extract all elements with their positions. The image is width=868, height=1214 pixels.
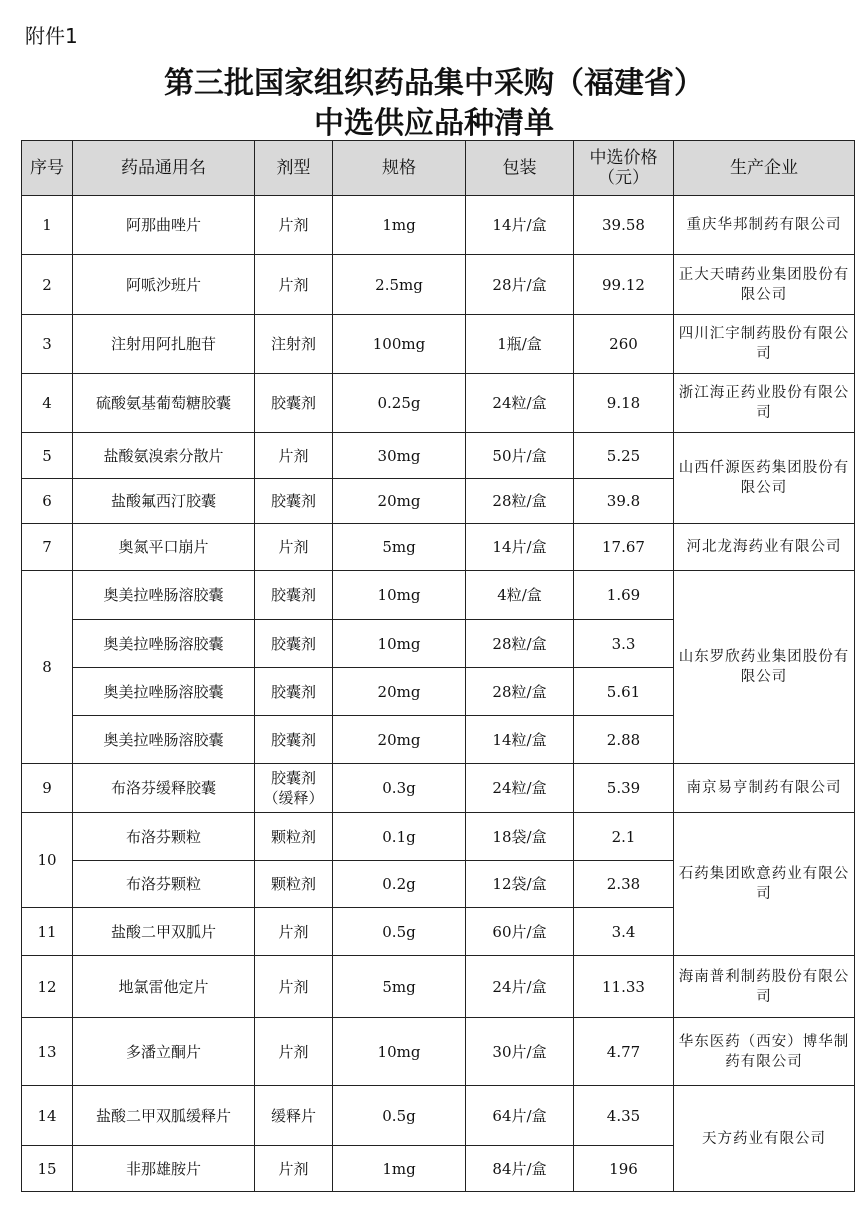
cell-name: 奥美拉唑肠溶胶囊 [73, 620, 255, 668]
cell-price: 99.12 [574, 255, 674, 315]
cell-spec: 30mg [333, 433, 466, 479]
cell-form: 片剂 [255, 255, 333, 315]
cell-price: 196 [574, 1146, 674, 1192]
cell-pack: 60片/盒 [466, 908, 574, 956]
cell-price: 39.8 [574, 479, 674, 524]
cell-price: 5.61 [574, 668, 674, 716]
cell-maker: 浙江海正药业股份有限公司 [674, 374, 855, 433]
cell-spec: 1mg [333, 1146, 466, 1192]
cell-price: 2.1 [574, 813, 674, 861]
cell-pack: 28粒/盒 [466, 668, 574, 716]
cell-maker: 四川汇宇制药股份有限公司 [674, 315, 855, 374]
cell-pack: 18袋/盒 [466, 813, 574, 861]
cell-spec: 5mg [333, 956, 466, 1018]
cell-name: 阿哌沙班片 [73, 255, 255, 315]
cell-form: 片剂 [255, 1146, 333, 1192]
cell-name: 硫酸氨基葡萄糖胶囊 [73, 374, 255, 433]
cell-pack: 14片/盒 [466, 196, 574, 255]
cell-maker: 海南普利制药股份有限公司 [674, 956, 855, 1018]
cell-no: 5 [22, 433, 73, 479]
cell-price: 9.18 [574, 374, 674, 433]
cell-pack: 84片/盒 [466, 1146, 574, 1192]
cell-name: 注射用阿扎胞苷 [73, 315, 255, 374]
table-row [22, 374, 855, 433]
cell-spec: 0.5g [333, 908, 466, 956]
cell-spec: 0.2g [333, 861, 466, 908]
cell-form: 缓释片 [255, 1086, 333, 1146]
cell-form: 胶囊剂 [255, 716, 333, 764]
cell-price: 3.3 [574, 620, 674, 668]
header-cell: 药品通用名 [73, 141, 255, 196]
cell-no: 6 [22, 479, 73, 524]
cell-name: 非那雄胺片 [73, 1146, 255, 1192]
cell-pack: 14片/盒 [466, 524, 574, 571]
cell-no: 14 [22, 1086, 73, 1146]
cell-form: 颗粒剂 [255, 813, 333, 861]
cell-name: 盐酸二甲双胍片 [73, 908, 255, 956]
header-cell: 剂型 [255, 141, 333, 196]
cell-spec: 0.1g [333, 813, 466, 861]
table-row [22, 315, 855, 374]
cell-price: 11.33 [574, 956, 674, 1018]
cell-no: 8 [22, 571, 73, 764]
cell-price: 5.39 [574, 764, 674, 813]
cell-pack: 64片/盒 [466, 1086, 574, 1146]
table-row [22, 1086, 855, 1146]
cell-no: 12 [22, 956, 73, 1018]
cell-name: 奥美拉唑肠溶胶囊 [73, 571, 255, 620]
cell-maker: 山东罗欣药业集团股份有限公司 [674, 571, 855, 764]
cell-form: 片剂 [255, 196, 333, 255]
cell-spec: 0.25g [333, 374, 466, 433]
cell-price: 3.4 [574, 908, 674, 956]
cell-price: 39.58 [574, 196, 674, 255]
cell-form: 胶囊剂（缓释） [255, 764, 333, 813]
cell-no: 7 [22, 524, 73, 571]
cell-no: 3 [22, 315, 73, 374]
cell-pack: 28粒/盒 [466, 620, 574, 668]
header-cell: 规格 [333, 141, 466, 196]
cell-name: 盐酸氟西汀胶囊 [73, 479, 255, 524]
cell-spec: 20mg [333, 668, 466, 716]
table-row [22, 255, 855, 315]
cell-spec: 100mg [333, 315, 466, 374]
cell-no: 1 [22, 196, 73, 255]
cell-pack: 1瓶/盒 [466, 315, 574, 374]
cell-name: 阿那曲唑片 [73, 196, 255, 255]
cell-pack: 28粒/盒 [466, 479, 574, 524]
cell-price: 1.69 [574, 571, 674, 620]
cell-spec: 5mg [333, 524, 466, 571]
cell-pack: 14粒/盒 [466, 716, 574, 764]
table-row [22, 571, 855, 620]
header-cell: 生产企业 [674, 141, 855, 196]
cell-spec: 10mg [333, 620, 466, 668]
table-row [22, 196, 855, 255]
cell-form: 颗粒剂 [255, 861, 333, 908]
cell-name: 奥氮平口崩片 [73, 524, 255, 571]
cell-spec: 10mg [333, 571, 466, 620]
cell-pack: 4粒/盒 [466, 571, 574, 620]
cell-pack: 30片/盒 [466, 1018, 574, 1086]
cell-price: 4.77 [574, 1018, 674, 1086]
cell-form: 胶囊剂 [255, 668, 333, 716]
cell-form: 胶囊剂 [255, 374, 333, 433]
cell-maker: 重庆华邦制药有限公司 [674, 196, 855, 255]
cell-price: 2.38 [574, 861, 674, 908]
cell-name: 盐酸二甲双胍缓释片 [73, 1086, 255, 1146]
cell-pack: 24片/盒 [466, 956, 574, 1018]
table-row [22, 524, 855, 571]
attachment-label: 附件1 [25, 24, 78, 48]
cell-pack: 50片/盒 [466, 433, 574, 479]
cell-spec: 0.5g [333, 1086, 466, 1146]
table-row [22, 764, 855, 813]
cell-pack: 24粒/盒 [466, 374, 574, 433]
cell-form: 胶囊剂 [255, 571, 333, 620]
cell-no: 11 [22, 908, 73, 956]
cell-price: 2.88 [574, 716, 674, 764]
header-cell: 包装 [466, 141, 574, 196]
cell-maker: 正大天晴药业集团股份有限公司 [674, 255, 855, 315]
cell-form: 注射剂 [255, 315, 333, 374]
cell-form: 片剂 [255, 524, 333, 571]
cell-spec: 10mg [333, 1018, 466, 1086]
cell-no: 4 [22, 374, 73, 433]
cell-maker: 华东医药（西安）博华制药有限公司 [674, 1018, 855, 1086]
header-cell: 序号 [22, 141, 73, 196]
cell-price: 17.67 [574, 524, 674, 571]
cell-name: 地氯雷他定片 [73, 956, 255, 1018]
table-row [22, 956, 855, 1018]
cell-price: 5.25 [574, 433, 674, 479]
cell-maker: 石药集团欧意药业有限公司 [674, 813, 855, 956]
cell-maker: 天方药业有限公司 [674, 1086, 855, 1192]
cell-no: 2 [22, 255, 73, 315]
table-row [22, 433, 855, 479]
cell-pack: 12袋/盒 [466, 861, 574, 908]
cell-spec: 20mg [333, 716, 466, 764]
cell-spec: 0.3g [333, 764, 466, 813]
cell-name: 盐酸氨溴索分散片 [73, 433, 255, 479]
cell-no: 13 [22, 1018, 73, 1086]
cell-form: 片剂 [255, 1018, 333, 1086]
cell-pack: 28片/盒 [466, 255, 574, 315]
cell-maker: 河北龙海药业有限公司 [674, 524, 855, 571]
cell-spec: 2.5mg [333, 255, 466, 315]
cell-pack: 24粒/盒 [466, 764, 574, 813]
cell-form: 片剂 [255, 433, 333, 479]
page-subtitle: 中选供应品种清单 [314, 106, 554, 141]
cell-no: 10 [22, 813, 73, 908]
cell-no: 9 [22, 764, 73, 813]
cell-maker: 南京易亨制药有限公司 [674, 764, 855, 813]
cell-price: 4.35 [574, 1086, 674, 1146]
cell-form: 胶囊剂 [255, 620, 333, 668]
header-cell: 中选价格（元） [574, 141, 674, 196]
cell-price: 260 [574, 315, 674, 374]
cell-maker: 山西仟源医药集团股份有限公司 [674, 433, 855, 524]
cell-spec: 1mg [333, 196, 466, 255]
cell-form: 片剂 [255, 908, 333, 956]
drug-list-table [21, 140, 855, 1192]
cell-no: 15 [22, 1146, 73, 1192]
cell-form: 片剂 [255, 956, 333, 1018]
cell-form: 胶囊剂 [255, 479, 333, 524]
cell-name: 奥美拉唑肠溶胶囊 [73, 668, 255, 716]
cell-name: 布洛芬缓释胶囊 [73, 764, 255, 813]
cell-name: 多潘立酮片 [73, 1018, 255, 1086]
table-row [22, 1018, 855, 1086]
cell-name: 奥美拉唑肠溶胶囊 [73, 716, 255, 764]
table-header-row [22, 141, 855, 196]
cell-name: 布洛芬颗粒 [73, 813, 255, 861]
cell-spec: 20mg [333, 479, 466, 524]
page-title: 第三批国家组织药品集中采购（福建省） [164, 66, 704, 101]
cell-name: 布洛芬颗粒 [73, 861, 255, 908]
table-row [22, 813, 855, 861]
